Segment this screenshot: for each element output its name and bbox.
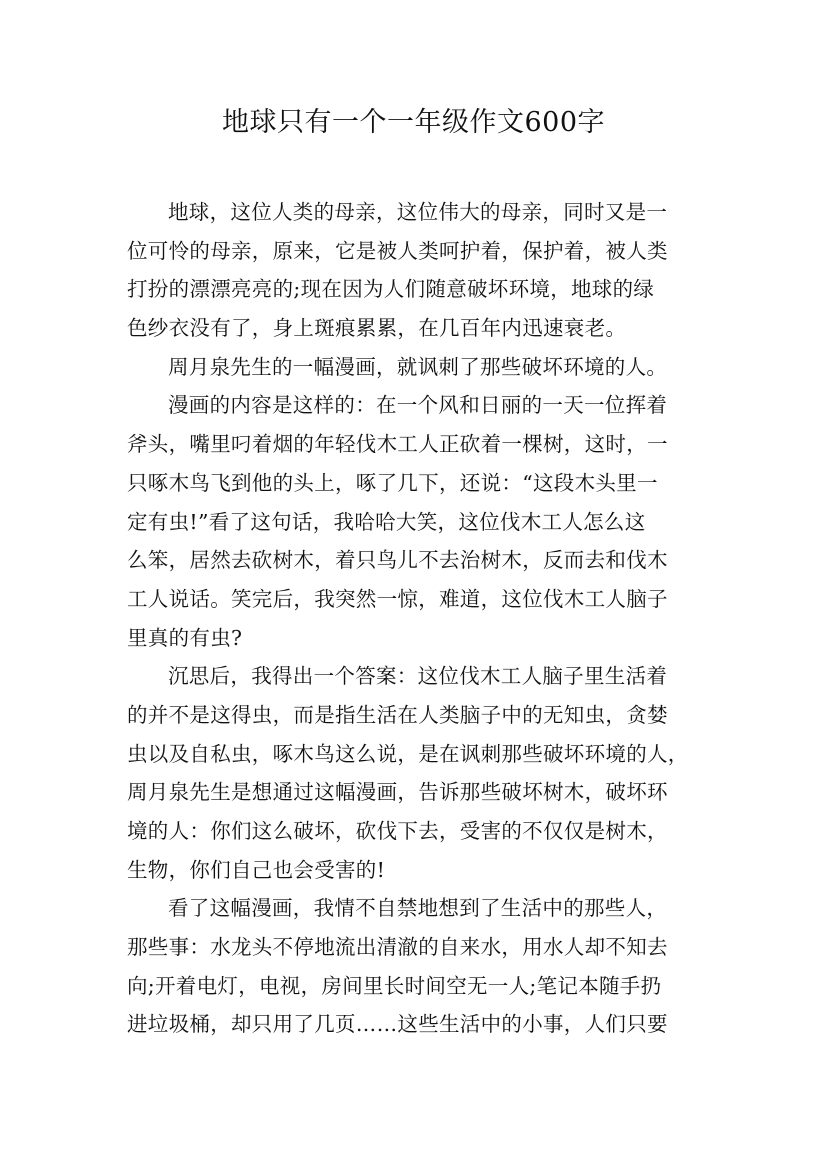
text-line: 打扮的漂漂亮亮的;现在因为人们随意破坏环境，地球的绿 xyxy=(127,277,655,302)
text-line: 周月泉先生的一幅漫画，就讽刺了那些破坏环境的人。 xyxy=(168,354,668,379)
text-line: 工人说话。笑完后，我突然一惊，难道，这位伐木工人脑子 xyxy=(127,586,668,611)
text-line: 色纱衣没有了，身上斑痕累累，在几百年内迅速衰老。 xyxy=(127,316,627,341)
text-line: 境的人：你们这么破坏，砍伐下去，受害的不仅仅是树木， xyxy=(127,819,668,843)
text-line: 么笨，居然去砍树木，着只鸟儿不去治树木，反而去和伐木 xyxy=(127,548,668,573)
text-line: 看了这幅漫画，我情不自禁地想到了生活中的那些人， xyxy=(168,896,668,921)
text-line: 漫画的内容是这样的：在一个风和日丽的一天一位挥着 xyxy=(168,393,668,418)
text-line: 只啄木鸟飞到他的头上，啄了几下，还说：“这段木头里一 xyxy=(127,470,658,495)
text-line: 地球，这位人类的母亲，这位伟大的母亲，同时又是一 xyxy=(168,200,668,224)
document-title: 地球只有一个一年级作文600字 xyxy=(221,107,606,138)
text-line: 斧头，嘴里叼着烟的年轻伐木工人正砍着一棵树，这时，一 xyxy=(127,432,668,457)
text-line: 虫以及自私虫，啄木鸟这么说，是在讽刺那些破坏环境的人， xyxy=(127,741,689,766)
text-line: 里真的有虫? xyxy=(127,625,243,650)
text-line: 生物，你们自己也会受害的! xyxy=(127,857,386,882)
text-line: 定有虫!”看了这句话，我哈哈大笑，这位伐木工人怎么这 xyxy=(127,509,646,534)
text-line: 的并不是这得虫，而是指生活在人类脑子中的无知虫，贪婪 xyxy=(127,702,668,727)
text-line: 进垃圾桶，却只用了几页……这些生活中的小事，人们只要 xyxy=(127,1012,668,1037)
text-line: 向;开着电灯，电视，房间里长时间空无一人;笔记本随手扔 xyxy=(127,973,662,998)
text-line: 周月泉先生是想通过这幅漫画，告诉那些破坏树木，破坏环 xyxy=(127,780,668,805)
text-line: 沉思后，我得出一个答案：这位伐木工人脑子里生活着 xyxy=(168,664,668,689)
text-line: 那些事：水龙头不停地流出清澈的自来水，用水人却不知去 xyxy=(127,935,668,960)
document-body xyxy=(127,193,707,1044)
text-line: 位可怜的母亲，原来，它是被人类呵护着，保护着，被人类 xyxy=(127,238,668,263)
